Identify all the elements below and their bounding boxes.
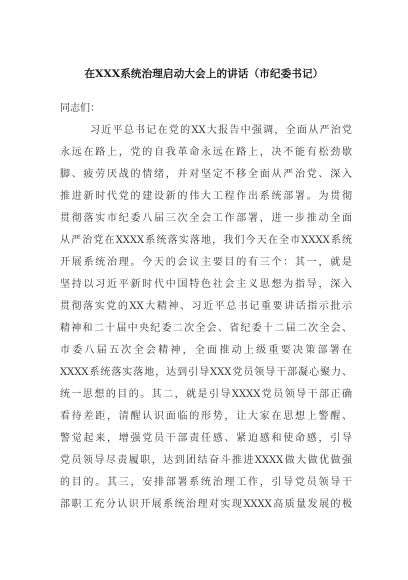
body-line: 贯彻落实党的XX大精神、习近平总书记重要讲话指示批示 [60, 301, 352, 312]
body-line: 习近平总书记在党的XX大报告中强调，全面从严治党 [90, 125, 352, 136]
body-line: 永远在路上，党的自我革命永远在路上，决不能有松劲歇 [60, 147, 352, 158]
body-line: 统一思想的目的。其二，就是引导XXXX党员领导干部正确 [60, 389, 352, 400]
body-line: 推进新时代党的建设新的伟大工程作出系统部署。为贯彻 [60, 191, 352, 202]
body-line: 警觉起来，增强党员干部责任感、紧迫感和使命感，引导 [60, 433, 352, 444]
body-line: 坚持以习近平新时代中国特色社会主义思想为指导，深入 [60, 279, 352, 290]
body-line: 从严治党在XXXX系统落实落地，我们今天在全市XXXX系统 [60, 235, 352, 246]
body-line: 脚、疲劳厌战的情绪，并对坚定不移全面从严治党、深入 [60, 169, 352, 180]
body-line: 看待差距，清醒认识面临的形势，让大家在思想上警醒、 [60, 411, 352, 422]
body-line: 市委八届五次全会精神，全面推动上级重要决策部署在 [60, 345, 352, 356]
body-line: 开展系统治理。今天的会议主要目的有三个：其一，就是 [60, 257, 352, 268]
body-line: 部职工充分认识开展系统治理对实现XXXX高质量发展的极 [60, 499, 352, 510]
document-title: 在XXX系统治理启动大会上的讲话（市纪委书记） [84, 68, 324, 80]
salutation: 同志们： [60, 103, 100, 114]
body-line: 精神和二十届中央纪委二次全会、省纪委十二届二次全会、 [60, 323, 352, 334]
body-line: 贯彻落实市纪委八届三次全会工作部署，进一步推动全面 [60, 213, 352, 224]
body-line: XXXX系统落实落地，达到引导XXX党员领导干部凝心聚力、 [60, 367, 352, 378]
body-line: 党员领导尽责履职，达到团结奋斗推进XXXX做大做优做强 [60, 455, 352, 466]
body-line: 的目的。其三，安排部署系统治理工作，引导党员领导干 [60, 477, 352, 488]
